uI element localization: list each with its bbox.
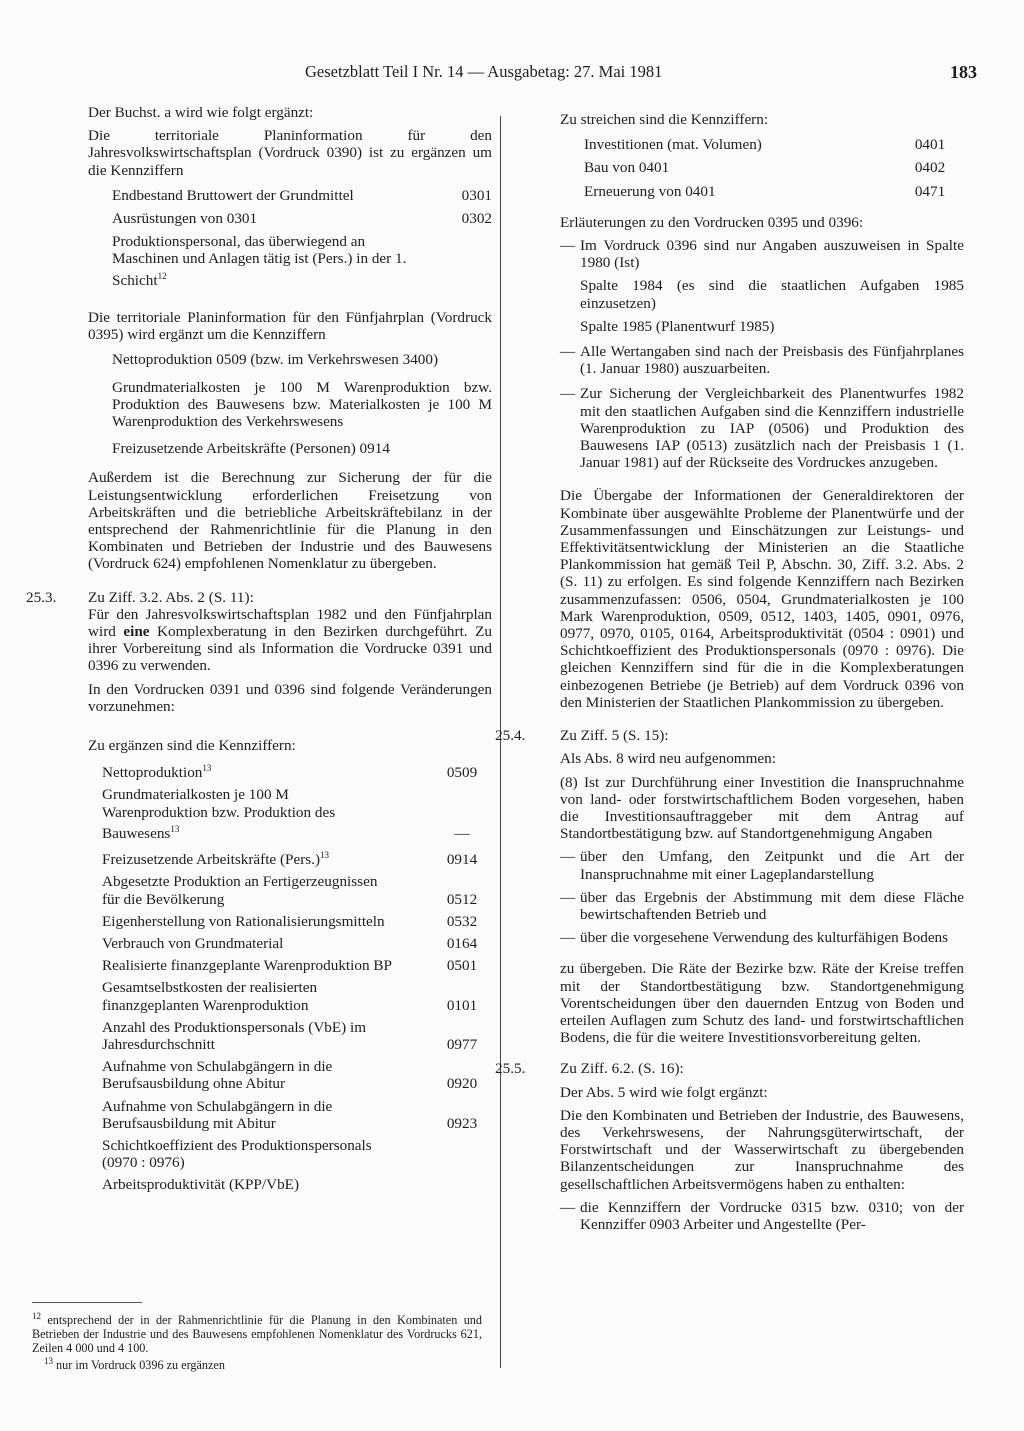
item-label: Erneuerung von 0401 [584,182,716,200]
paragraph: Als Abs. 8 wird neu aufgenommen: [560,750,776,768]
footnote-rule [32,1302,142,1303]
dash-item: — Im Vordruck 0396 sind nur Angaben auszuweisen in Spalte 1980 (Ist) Spalte 1984 (es sind die staatlichen Aufgaben 1985 einzusetzen) Spalte 1985 (Planentwurf 1985) [560,237,964,335]
section-25-3 [26,588,492,1194]
kennziffer-list [88,187,492,289]
paragraph: Erläuterungen zu den Vordrucken 0395 und 0396: [560,213,864,231]
item-code: 0532 [446,912,478,930]
paragraph: Die den Kombinaten und Betrieben der Industrie, des Bauwesens, des Verkehrswesens, der Nahrungsgüterwirtschaft, der Forstwirtschaft und der Wasserwirtschaft zu übergebenden Bilanzentscheidungen zur Inanspruchnahme des gesellschaftlichen Arbeitsvermögens haben zu enthalten: [560,1106,964,1193]
dash-text: die Kennziffern der Vordrucke 0315 bzw. 0310; von der Kennziffer 0903 Arbeiter und Angestellte (Per- [580,1198,964,1233]
running-header: Gesetzblatt Teil I Nr. 14 — Ausgabetag: 27. Mai 1981 [305,62,663,81]
item-code: 0301 [461,186,492,204]
right-column [495,111,964,1233]
paragraph: Für den Jahresvolkswirtschaftsplan 1982 und den Fünfjahrplan wird eine Komplexberatung in den Bezirken durchgeführt. Zu ihrer Vorbereitung sind als Information die Vordrucke 0391 und 0396 zu verwenden. [88,605,492,675]
item-code: 0509 [446,764,478,782]
footnote-ref: 13 [170,823,180,834]
item-label: Verbrauch von Grundmaterial [102,934,284,952]
kennziffer-list [88,351,492,457]
paragraph: Zu ergänzen sind die Kennziffern: [88,736,296,754]
section-25-5 [495,1060,964,1233]
list-item [112,210,492,227]
item-label: Arbeitsproduktivität (KPP/VbE) [102,1176,299,1194]
list-item [102,1176,492,1193]
section-title: Zu Ziff. 5 (S. 15): [560,727,669,745]
list-item [102,786,492,842]
item-code: — [454,824,470,842]
dash-text: Spalte 1985 (Planentwurf 1985) [580,317,775,335]
item-code: 0302 [461,210,492,228]
item-label: Anzahl des Produktionspersonals (VbE) im Jahresdurchschnitt [102,1018,367,1053]
item-label: Freizusetzende Arbeitskräfte (Pers.)$^{13}$ [102,850,330,869]
item-code: 0164 [446,934,478,952]
section-number: 25.5. [495,1060,526,1078]
list-item [102,957,492,974]
kennziffer-list [88,760,492,1193]
item-code: 0402 [914,159,946,177]
paragraph: Der Buchst. a wird wie folgt ergänzt: [88,104,314,121]
list-item [584,183,964,200]
list-item [102,913,492,930]
list-item [102,873,492,907]
dash-text: über den Umfang, den Zeitpunkt und die Art der Inanspruchnahme mit einer Lageplandarstellung [580,848,964,883]
item-label: Abgesetzte Produktion an Fertigerzeugnissen für die Bevölkerung [102,873,378,908]
section-title: Zu Ziff. 6.2. (S. 16): [560,1060,684,1078]
list-item [102,1137,492,1171]
item-code: 0401 [914,136,946,154]
item-label: Nettoproduktion$^{13}$ [102,763,212,782]
footnote-12: $^{12}$ entsprechend der in der Rahmenrichtlinie für die Planung in den Kombinaten und Betrieben der Industrie und des Bauwesens empfohlenen Nomenklatur des Vordrucks 621, Zeilen 4 000 und 4 100. [32,1311,482,1355]
dash-text: über die vorgesehene Verwendung des kulturfähigen Bodens [580,929,949,947]
list-item [102,1058,492,1092]
paragraph: Der Abs. 5 wird wie folgt ergänzt: [560,1083,768,1101]
item-code: 0471 [914,182,946,200]
list-item [102,935,492,952]
item-code: 0977 [446,1035,478,1053]
item-label: Endbestand Bruttowert der Grundmittel [112,186,354,204]
dash-text: Alle Wertangaben sind nach der Preisbasis des Fünfjahrplanes (1. Januar 1980) auszuarbeiten. [580,343,964,378]
dash-item: — über die vorgesehene Verwendung des kulturfähigen Bodens [560,929,964,946]
paragraph: Die Übergabe der Informationen der Generaldirektoren der Kombinate über ausgewählte Probleme der Planentwürfe und der Zusammenfassungen und Einschätzungen zur Leistungs- und Effektivitätsentwicklung der Ministerien an die Staatliche Plankommission hat gemäß Teil P, Abschn. 30, Ziff. 3.2. Abs. 2 (S. 11) zu erfolgen. Es sind folgende Kennziffern nach Bezirken zusammenzufassen: 0506, 0504, Grundmaterialkosten je 100 Mark Warenproduktion, 0509, 0512, 1403, 1405, 0901, 0976, 0977, 0970, 0105, 0164, Arbeitsproduktivität (0504 : 0901) und Schichtkoeffizient des Produktionspersonals (0970 : 0976). Die gleichen Kennziffern sind für die in die Komplexberatungen einbezogenen Betriebe (je Betrieb) auf dem Vordruck 0396 von den Ministerien der Staatlichen Plankommission zu übergeben. [560,487,964,711]
left-column [26,104,492,1199]
footnote-ref: 13 [320,850,330,861]
item-label: Ausrüstungen von 0301 [112,210,258,228]
list-item [112,187,492,204]
list-item: Freizusetzende Arbeitskräfte (Personen) 0914 [112,440,390,458]
list-item [102,979,492,1013]
item-label: Grundmaterialkosten je 100 M Warenproduktion bzw. Produktion des Bauwesens$^{13}$ [102,786,336,842]
list-item [102,1019,492,1053]
dash-text: Spalte 1984 (es sind die staatlichen Aufgaben 1985 einzusetzen) [580,277,964,312]
dash-item: — Alle Wertangaben sind nach der Preisbasis des Fünfjahrplanes (1. Januar 1980) auszuarbeiten. [560,343,964,378]
section-number: 25.4. [495,727,526,745]
dash-item: — über das Ergebnis der Abstimmung mit dem diese Fläche bewirtschaftenden Betrieb und [560,888,964,923]
footnote-ref: 13 [202,763,212,774]
item-label: Eigenherstellung von Rationalisierungsmitteln [102,912,385,930]
dash-item: — über den Umfang, den Zeitpunkt und die Art der Inanspruchnahme mit einer Lageplandarstellung [560,848,964,883]
list-item: Grundmaterialkosten je 100 M Warenproduktion bzw. Produktion des Bauwesens bzw. Materialkosten je 100 M Warenproduktion des Verkehrswesens [112,378,492,430]
list-item [102,1098,492,1132]
item-code: 0920 [446,1075,478,1093]
footnote-13: $^{13}$ nur im Vordruck 0396 zu ergänzen [44,1356,225,1373]
kennziffer-list [560,136,964,200]
item-label: Produktionspersonal, das überwiegend an Maschinen und Anlagen tätig ist (Pers.) in der 1. Schicht [112,233,407,289]
item-code: 0512 [446,890,478,908]
item-label: Aufnahme von Schulabgängern in die Berufsausbildung ohne Abitur [102,1058,333,1093]
section-number: 25.3. [26,588,57,606]
list-item: Nettoproduktion 0509 (bzw. im Verkehrswesen 3400) [112,351,439,369]
paragraph: Außerdem ist die Berechnung zur Sicherung der für die Leistungsentwicklung erforderlichen Freisetzung von Arbeitskräften und die betriebliche Arbeitskräftebilanz in der entsprechend der Rahmenrichtlinie für die Planung in den Kombinaten und Betrieben der Industrie und des Bauwesens (Vordruck 624) empfohlenen Nomenklatur zu übergeben. [88,469,492,573]
footnote-ref: 12 [157,270,167,281]
dash-item: — Zur Sicherung der Vergleichbarkeit des Planentwurfes 1982 mit den staatlichen Aufgaben sind die Kennziffern industrielle Warenproduktion zu IAP (0506) und Produktion des Bauwesens IAP (0513) zusätzlich nach der Preisbasis 1 (1. Januar 1981) auf der Rückseite des Vordruckes anzugeben. [560,385,964,472]
list-item [584,159,964,176]
list-item [102,760,492,781]
item-code: 0101 [446,996,478,1014]
item-label: Gesamtselbstkosten der realisierten finanzgeplanten Warenproduktion [102,979,318,1014]
dash-text: Zur Sicherung der Vergleichbarkeit des Planentwurfes 1982 mit den staatlichen Aufgaben sind die Kennziffern industrielle Warenproduktion zu IAP (0506) und Produktion des Bauwesens IAP (0513) zusätzlich nach der Preisbasis 1 (1. Januar 1981) auf der Rückseite des Vordruckes anzugeben. [580,385,964,472]
paragraph: Die territoriale Planinformation für den Jahresvolkswirtschaftsplan (Vordruck 0390) ist zu ergänzen um die Kennziffern [88,127,492,179]
list-item [584,136,964,153]
dash-text: Im Vordruck 0396 sind nur Angaben auszuweisen in Spalte 1980 (Ist) [580,237,964,272]
paragraph: Zu streichen sind die Kennziffern: [560,111,769,128]
emphasis: eine [123,622,150,640]
section-title: Zu Ziff. 3.2. Abs. 2 (S. 11): [88,588,254,606]
item-code: 0501 [446,957,478,975]
paragraph: Die territoriale Planinformation für den Fünfjahrplan (Vordruck 0395) wird ergänzt um die Kennziffern [88,308,492,344]
section-25-4 [495,727,964,1047]
item-code: 0923 [446,1114,478,1132]
item-label: Aufnahme von Schulabgängern in die Berufsausbildung mit Abitur [102,1097,333,1132]
paragraph: In den Vordrucken 0391 und 0396 sind folgende Veränderungen vorzunehmen: [88,680,492,715]
page-number: 183 [950,62,977,82]
item-label: Bau von 0401 [584,159,670,177]
item-label: Investitionen (mat. Volumen) [584,136,762,154]
dash-item: — die Kennziffern der Vordrucke 0315 bzw. 0310; von der Kennziffer 0903 Arbeiter und Angestellte (Per- [560,1198,964,1233]
footnotes [32,1310,482,1373]
paragraph: (8) Ist zur Durchführung einer Investition die Inanspruchnahme von land- oder forstwirtschaftlichem Boden vorgesehen, haben die Investitionsauftraggeber mit dem Antrag auf Standortbestätigung bzw. auf Standortgenehmigung Angaben [560,773,964,843]
item-label: Realisierte finanzgeplante Warenproduktion BP [102,957,392,975]
list-item [102,847,492,868]
item-code: 0914 [446,851,478,869]
item-label: Schichtkoeffizient des Produktionspersonals (0970 : 0976) [102,1137,372,1172]
dash-text: über das Ergebnis der Abstimmung mit dem diese Fläche bewirtschaftenden Betrieb und [580,888,964,923]
list-item [112,233,412,289]
paragraph: zu übergeben. Die Räte der Bezirke bzw. Räte der Kreise treffen mit der Standortbestätigung bzw. Standortgenehmigung Vorentscheidungen über den dauernden Entzug von Boden und erteilen Auflagen zum Schutz des land- und forstwirtschaftlichen Bodens, die für die weitere Investitionsvorbereitung gelten. [560,960,964,1047]
